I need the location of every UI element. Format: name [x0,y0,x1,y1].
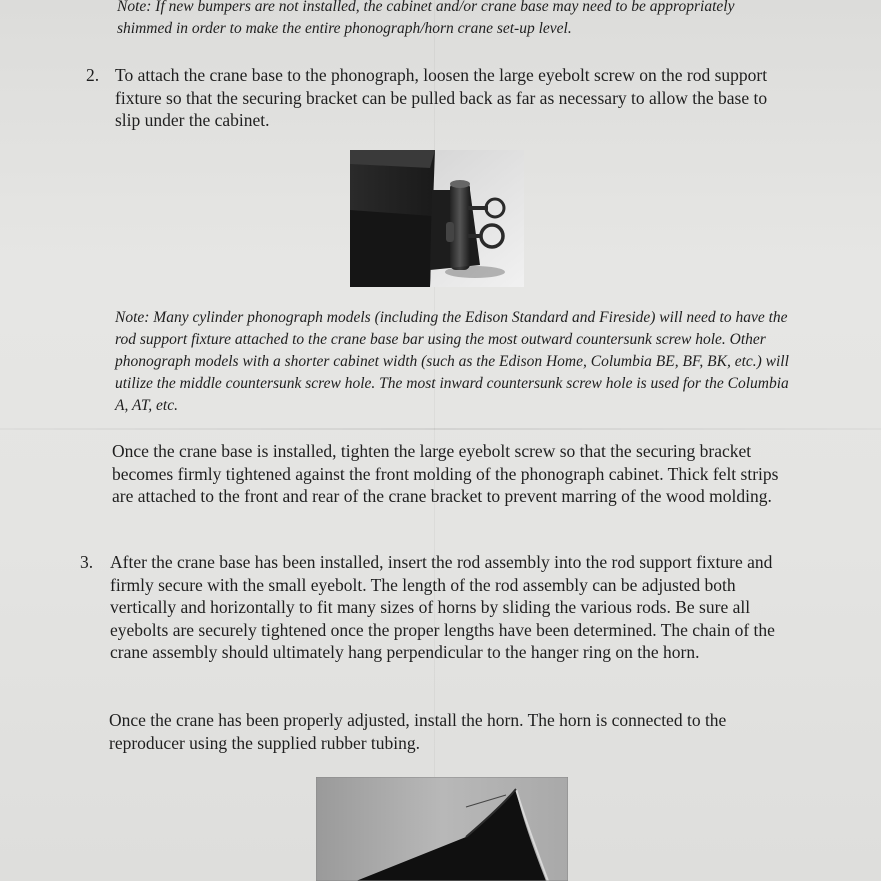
step-3-number: 3. [80,552,94,572]
note-middle: Note: Many cylinder phonograph models (including the Edison Standard and Fireside) will need to have the rod support fixture attached to the crane base bar using the most outward countersunk screw hole. Other phonograph models with a shorter cabinet width (such as the Edison Home, Columbia BE, BF, BK, etc.) will utilize the middle countersunk screw hole. The most inward countersunk screw hole is used for the Columbia A, AT, etc. [115,309,789,414]
para-install-horn: Once the crane has been properly adjusted, install the horn. The horn is connected to the reproducer using the supplied rubber tubing. [109,710,727,753]
photo-horn [316,777,568,881]
step-2-text: To attach the crane base to the phonograph, loosen the large eyebolt screw on the rod support fixture so that the securing bracket can be pulled back as far as necessary to allow the base to slip under the cabinet. [115,65,768,130]
step-3-text: After the crane base has been installed, insert the rod assembly into the rod support fixture and firmly secure with the small eyebolt. The length of the rod assembly can be adjusted both vertically and horizontally to fit many sizes of horns by sliding the various rods. Be sure all eyebolts are securely tightened once the proper lengths have been determined. The chain of the crane assembly should ultimately hang perpendicular to the hanger ring on the horn. [110,552,775,662]
para-crane-installed: Once the crane base is installed, tighten the large eyebolt screw so that the securing bracket becomes firmly tightened against the front molding of the phonograph cabinet. Thick felt strips are attached to the front and rear of the crane bracket to prevent marring of the wood molding. [112,441,779,506]
paper-fold-horizontal [0,428,881,430]
photo-crane-base [350,150,524,287]
step-2-number: 2. [86,65,100,85]
note-top: Note: If new bumpers are not installed, the cabinet and/or crane base may need to be appropriately shimmed in order to make the entire phonograph/horn crane set-up level. [117,0,735,37]
